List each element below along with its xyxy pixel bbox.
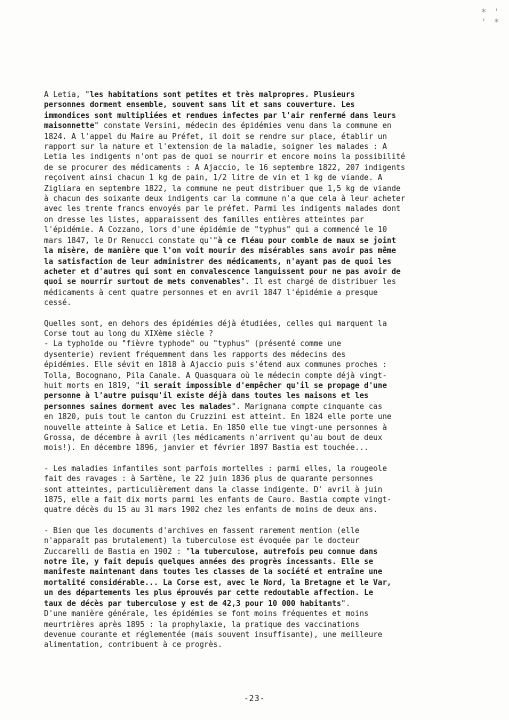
text-segment: sont atteintes, particulièrement dans la classe indigente. D' avril à juin [44, 484, 383, 494]
text-line [44, 277, 472, 287]
quoted-bold-text: la tuberculose, autrefois peu connue dans [190, 546, 378, 556]
paragraph [44, 464, 472, 516]
quoted-bold-text: maisonnette [44, 121, 95, 131]
page-number: -23- [243, 694, 266, 703]
text-line [44, 121, 472, 131]
text-segment: dysenterie) revient fréquemment dans les rapports des médecins des [44, 349, 346, 359]
text-line [44, 423, 472, 433]
text-segment: 1875, elle a fait dix morts parmi les enfants de Cauro. Bastia compte vingt- [44, 495, 392, 505]
quoted-bold-text: immondices sont multipliées et rendues infectes par l'air renfermé dans leurs [44, 110, 397, 120]
quoted-bold-text: les habitations sont petites et très malpropres. Plusieurs [89, 90, 355, 99]
text-segment: Zuccarelli de Bastia en 1902 : " [44, 546, 191, 556]
text-line [44, 194, 472, 204]
text-line [44, 100, 472, 110]
paragraph [44, 90, 472, 309]
quoted-bold-text: un des départements les plus éprouvés par cette redoutable affection. Le [44, 588, 374, 598]
text-line [44, 567, 472, 577]
text-line [44, 267, 472, 277]
quoted-bold-text: taux de décès par tuberculose y est de 42,3 pour 10 000 habitants [44, 598, 342, 608]
text-line [44, 142, 472, 152]
paragraph [44, 319, 472, 454]
text-line [44, 557, 472, 567]
text-line [44, 588, 472, 598]
text-segment: nouvelle atteinte à Salice et Letia. En 1850 elle tue vingt-une personnes à [44, 422, 387, 432]
text-segment: avec les trente francs envoyés par le préfet. Parmi les indigents malades dont [44, 204, 401, 214]
text-segment: Quelles sont, en dehors des épidémies déjà étudiées, celles qui marquent la [44, 318, 387, 328]
text-line [44, 215, 472, 225]
text-segment: rapport sur la nature et l'extension de la maladie, soigner les malades : A [44, 142, 387, 152]
text-line [44, 350, 472, 360]
text-segment: ". Marignana compte cinquante cas [231, 401, 383, 411]
text-line [44, 111, 472, 121]
paragraph-gap [44, 309, 472, 319]
text-line [44, 402, 472, 412]
text-line [44, 371, 472, 381]
text-line [44, 204, 472, 214]
text-segment: " constate Versini, médecin des épidémies venu dans la commune en [94, 121, 392, 131]
paragraph [44, 526, 472, 651]
paragraph-gap [44, 516, 472, 526]
text-segment: - La typhoïde ou "fièvre typhode" ou "typhus" (présenté comme une [44, 339, 342, 349]
text-line [44, 257, 472, 267]
text-segment: à chacun des soixante deux indigents car la commune n'a que cela à leur acheter [44, 194, 406, 204]
quoted-bold-text: mortalité considérable... La Corse est, avec le Nord, la Bretagne et le Var, [44, 577, 392, 587]
text-line [44, 288, 472, 298]
text-line [44, 391, 472, 401]
text-segment: Letia les indigents n'ont pas de quoi se nourrir et encore moins la possibilité [44, 152, 406, 162]
text-line [44, 433, 472, 443]
text-line [44, 640, 472, 650]
text-segment: l'épidémie. A Cozzano, lors d'une épidémie de "typhus" qui a commencé le 10 [44, 225, 387, 235]
text-segment: Grossa, de décembre à avril (les médicaments n'arrivent qu'au bout de deux [44, 433, 383, 442]
quoted-bold-text: manifeste maintenant dans toutes les classes de la société et entraîne une [44, 567, 383, 577]
text-line [44, 184, 472, 194]
quoted-bold-text: personne à l'autre puisqu'il existe déjà dans toutes les maisons et les [44, 391, 369, 401]
quoted-bold-text: à ce fléau pour comble de maux se joint [217, 235, 397, 245]
paragraph-gap [44, 454, 472, 464]
text-line [44, 505, 472, 515]
text-line [44, 599, 472, 609]
text-line [44, 339, 472, 349]
text-line [44, 464, 472, 474]
text-line [44, 547, 472, 557]
text-segment: huit morts en 1819, " [44, 380, 141, 390]
quoted-bold-text: notre île, y fait depuis quelques années des progrès incessants. Elle se [44, 557, 374, 567]
text-segment: quatre décès du 15 au 31 mars 1902 chez les enfants de moins de deux ans. [44, 505, 378, 515]
body-text [44, 90, 472, 651]
text-line [44, 443, 472, 453]
text-segment: - Bien que les documents d'archives en fassent rarement mention (elle [44, 525, 360, 535]
quoted-bold-text: quoi se nourrir surtout de mets convenables [44, 277, 241, 287]
text-line [44, 495, 472, 505]
text-line [44, 360, 472, 370]
quoted-bold-text: la misère, de manière que l'on voit mourir des misérables sans avoir pas même [44, 246, 397, 256]
text-segment: reçoivent ainsi chacun 1 kg de pain, 1/2 litre de vin et 1 kg de viande. A [44, 173, 383, 183]
quoted-bold-text: personnes dorment ensemble, souvent sans lit et sans couverture. Les [44, 100, 355, 110]
quoted-bold-text: personnes saines dorment avec les malades [44, 401, 232, 411]
text-line [44, 225, 472, 235]
text-segment: fait des ravages : à Sartène, le 22 juin 1836 plus de quarante personnes [44, 474, 374, 484]
text-line [44, 90, 472, 100]
text-segment: en 1820, puis tout le canton du Cruzzini est atteint. En 1824 elle porte une [44, 412, 392, 422]
text-line [44, 173, 472, 183]
text-segment: n'apparaît pas brutalement) la tuberculose est évoquée par le docteur [44, 536, 360, 546]
text-line [44, 329, 472, 339]
text-line [44, 474, 472, 484]
text-segment: mois!). En décembre 1896, janvier et février 1897 Bastia est touchée... [44, 443, 369, 453]
corner-mark: * ' ' * [481, 8, 501, 28]
text-line [44, 246, 472, 256]
text-line [44, 152, 472, 162]
text-segment: meurtrières après 1895 : la prophylaxie, la pratique des vaccinations [44, 619, 360, 629]
text-segment: devenue courante et réglementée (mais souvent insuffisante), une meilleure [44, 629, 383, 639]
text-segment: 1824. A l'appel du Maire au Préfet, il doit se rendre sur place, établir un [44, 131, 387, 141]
text-segment: A Letia, " [44, 90, 90, 99]
text-line [44, 578, 472, 588]
text-segment: de se procurer des médicaments : A Ajaccio, le 16 septembre 1822, 207 indigents [44, 162, 406, 172]
text-line [44, 609, 472, 619]
text-segment: ". Il est chargé de distribuer les [240, 277, 397, 287]
text-segment: D'une manière générale, les épidémies se font moins fréquentes et moins [44, 609, 369, 619]
text-segment: Zigliara en septembre 1822, la commune ne peut distribuer que 1,5 kg de viande [44, 183, 401, 193]
text-line [44, 381, 472, 391]
text-segment: cessé. [44, 298, 72, 308]
text-line [44, 620, 472, 630]
text-line [44, 630, 472, 640]
text-segment: Tolla, Bocognano, Pila Canale. A Quasquara où le médecin compte déjà vingt- [44, 370, 387, 380]
text-line [44, 319, 472, 329]
text-segment: alimentation, contribuent à ce progrès. [44, 640, 223, 650]
text-segment: Corse tout au long du XIXème siècle ? [44, 328, 214, 338]
text-line [44, 132, 472, 142]
text-segment: on dresse les listes, apparaissent des familles entières atteintes par [44, 214, 365, 224]
text-segment: mars 1847, le Dr Renucci constate qu'" [44, 235, 218, 245]
text-segment: ". [341, 598, 351, 608]
text-line [44, 163, 472, 173]
text-segment: - Les maladies infantiles sont parfois mortelles : parmi elles, la rougeole [44, 463, 387, 473]
text-segment: médicaments à cent quatre personnes et en avril 1847 l'épidémie a presque [44, 287, 378, 297]
text-line [44, 485, 472, 495]
text-segment: épidémies. Elle sévit en 1818 à Ajaccio puis s'étend aux communes proches : [44, 360, 387, 370]
text-line [44, 526, 472, 536]
text-line [44, 412, 472, 422]
text-line [44, 298, 472, 308]
quoted-bold-text: la satisfaction de leur administrer des médicaments, n'ayant pas de quoi les [44, 256, 392, 266]
quoted-bold-text: il serait impossible d'empêcher qu'il se propage d'une [140, 380, 387, 390]
text-line [44, 236, 472, 246]
text-line [44, 536, 472, 546]
quoted-bold-text: acheter et d'autres qui sont en convalescence languissent pour ne pas avoir de [44, 266, 401, 276]
